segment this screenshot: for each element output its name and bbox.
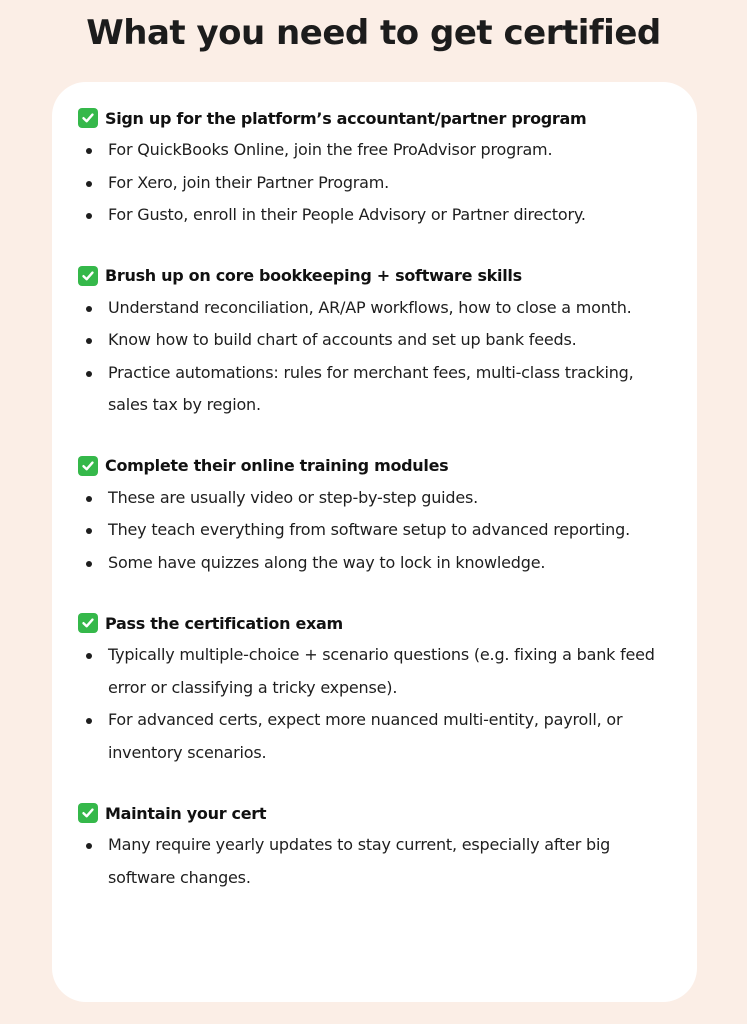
list-item (78, 199, 687, 232)
section-heading-text: Complete their online training modules (105, 456, 449, 475)
section-heading (78, 450, 687, 482)
bullet-list (78, 134, 687, 232)
list-item (78, 292, 687, 325)
list-item-text: For advanced certs, expect more nuanced multi-entity, payroll, or inventory scenarios. (108, 710, 623, 762)
bullet-dot (86, 213, 92, 219)
list-item (78, 134, 687, 167)
bullet-dot (86, 718, 92, 724)
bullet-list (78, 829, 687, 894)
list-item-text: They teach everything from software setup to advanced reporting. (108, 520, 630, 539)
section-skills (78, 260, 687, 422)
section-heading (78, 607, 687, 639)
list-item-text: Know how to build chart of accounts and set up bank feeds. (108, 330, 577, 349)
section-maintain (78, 797, 687, 894)
section-heading (78, 260, 687, 292)
list-item (78, 324, 687, 357)
check-mark-button-icon (78, 108, 98, 128)
bullet-dot (86, 181, 92, 187)
list-item (78, 357, 687, 422)
bullet-dot (86, 528, 92, 534)
bullet-dot (86, 496, 92, 502)
list-item (78, 639, 687, 704)
bullet-dot (86, 561, 92, 567)
section-heading (78, 797, 687, 829)
list-item-text: For QuickBooks Online, join the free ProAdvisor program. (108, 140, 553, 159)
content-card (52, 82, 697, 1002)
bullet-dot (86, 306, 92, 312)
check-mark-button-icon (78, 803, 98, 823)
section-training (78, 450, 687, 580)
list-item (78, 547, 687, 580)
check-mark-button-icon (78, 456, 98, 476)
section-heading-text: Maintain your cert (105, 803, 267, 823)
list-item-text: Understand reconciliation, AR/AP workflows, how to close a month. (108, 297, 632, 317)
section-exam (78, 607, 687, 769)
list-item-text: For Xero, join their Partner Program. (108, 172, 390, 192)
bullet-dot (86, 338, 92, 344)
section-heading-text: Brush up on core bookkeeping + software skills (105, 266, 522, 285)
bullet-dot (86, 148, 92, 154)
list-item (78, 167, 687, 200)
list-item (78, 514, 687, 547)
list-item (78, 704, 687, 769)
section-heading (78, 102, 687, 134)
check-mark-button-icon (78, 266, 98, 286)
list-item-text: Typically multiple-choice + scenario questions (e.g. fixing a bank feed error or classifying a tricky expense). (108, 645, 655, 697)
section-heading-text: Pass the certification exam (105, 613, 343, 633)
section-heading-text: Sign up for the platform’s accountant/partner program (105, 108, 587, 128)
list-item-text: For Gusto, enroll in their People Advisory or Partner directory. (108, 205, 586, 224)
bullet-dot (86, 843, 92, 849)
bullet-dot (86, 371, 92, 377)
page-title: What you need to get certified (86, 13, 661, 53)
section-sign-up (78, 102, 687, 232)
list-item-text: Some have quizzes along the way to lock in knowledge. (108, 552, 546, 572)
list-item (78, 829, 687, 894)
bullet-list (78, 292, 687, 422)
list-item (78, 482, 687, 515)
list-item-text: These are usually video or step-by-step guides. (108, 487, 479, 507)
bullet-list (78, 639, 687, 769)
list-item-text: Practice automations: rules for merchant fees, multi-class tracking, sales tax by region. (108, 362, 634, 414)
list-item-text: Many require yearly updates to stay current, especially after big software changes. (108, 835, 611, 887)
bullet-list (78, 482, 687, 580)
bullet-dot (86, 653, 92, 659)
check-mark-button-icon (78, 613, 98, 633)
